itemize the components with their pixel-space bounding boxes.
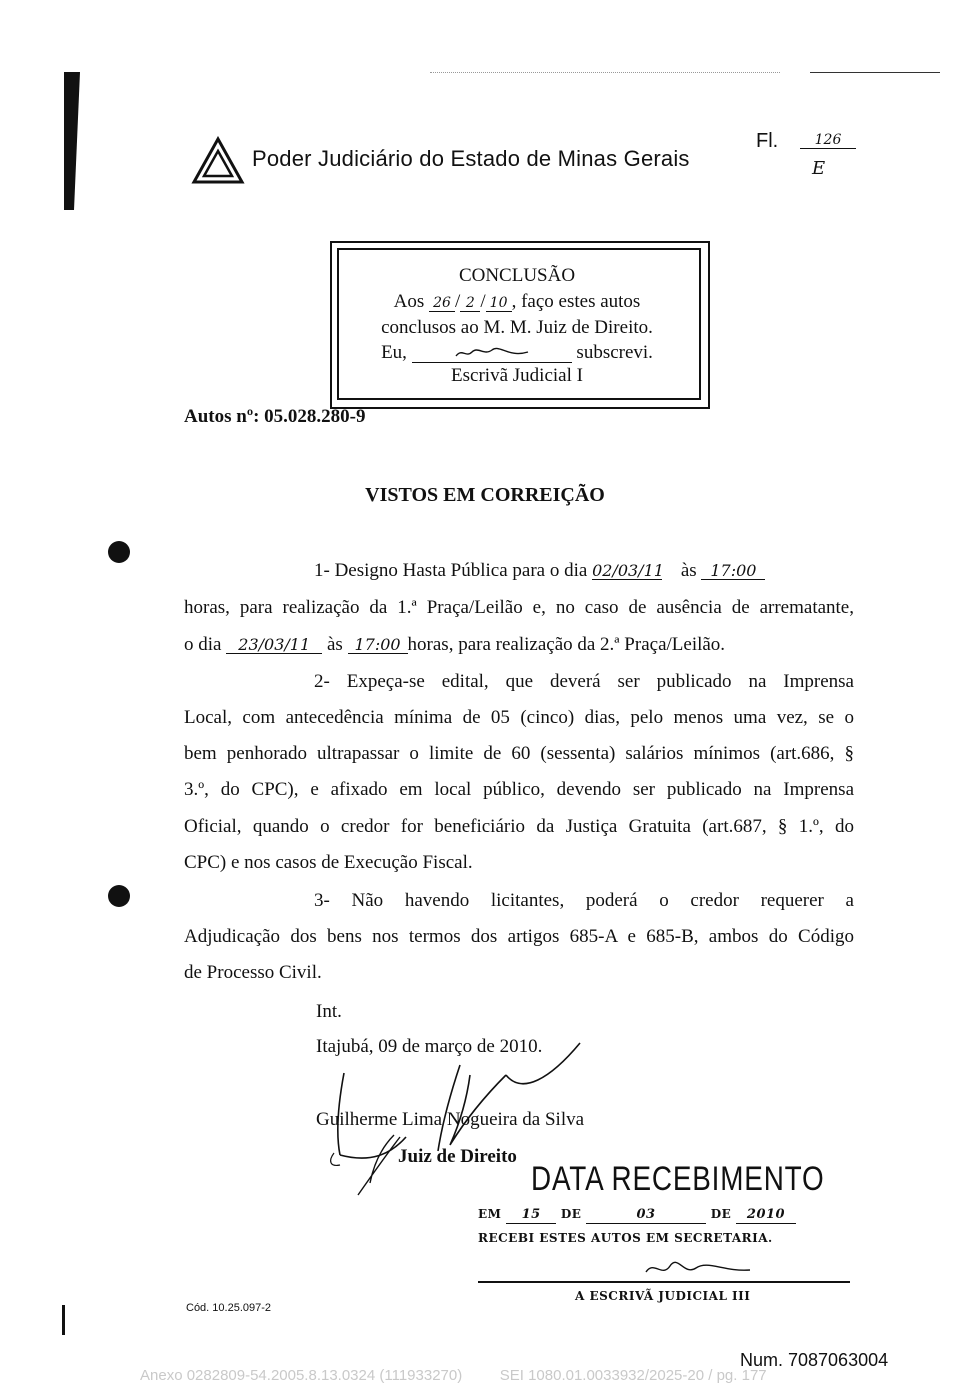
p1-o-dia: o dia [184,634,222,655]
p1-praca-2: horas, para realização da 2.ª Praça/Leilão. [407,634,726,655]
conclusion-aos: Aos [393,291,425,312]
folio-label: Fl. [756,130,779,152]
punch-hole-bottom [108,885,130,907]
p1-as-1: às [680,560,697,581]
conclusion-line1-suffix: , faço estes autos [511,291,641,312]
conclusion-eu: Eu, [381,342,407,363]
clerk-signature-line [412,346,572,363]
closing-int: Int. [316,1001,342,1022]
scan-bottom-mark [62,1305,65,1335]
p3-line-3: de Processo Civil. [184,962,322,983]
document-number: Num. 7087063004 [740,1350,889,1370]
conclusion-line-2: conclusos ao M. M. Juiz de Direito. [381,317,653,338]
folio-number: 126 [800,132,856,149]
p2-line-6: CPC) e nos casos de Execução Fiscal. [184,852,473,873]
stamp-de-2: DE [710,1207,732,1221]
p1-date-1: 02/03/11 [592,561,664,580]
scan-top-dots [430,72,780,73]
conclusion-subscrevi: subscrevi. [576,342,653,363]
p1-line-2: horas, para realização da 1.ª Praça/Leilão e, no caso de ausência de arrematante, [184,597,854,618]
document-heading: VISTOS EM CORREIÇÃO [365,484,605,506]
p2-line-2: Local, com antecedência mínima de 05 (cinco) dias, pelo menos uma vez, se o [184,707,854,728]
p1-time-1: 17:00 [701,563,765,580]
p1-designo: 1- Designo Hasta Pública para o dia [314,560,588,581]
closing-place-date: Itajubá, 09 de março de 2010. [316,1036,543,1057]
p3-line-2: Adjudicação dos bens nos termos dos artigos 685-A e 685-B, ambos do Código [184,926,854,947]
scan-top-line [810,72,940,73]
folio-initial: E [812,158,826,179]
stamp-date-line [478,1207,858,1224]
punch-hole-top [108,541,130,563]
sei-watermark: Anexo 0282809-54.2005.8.13.0324 (111933270) SEI 1080.01.0033932/2025-20 / pg. 177 [140,1367,767,1384]
conclusion-line-1: Aos 26 / 2 / 10 , faço estes autos [393,291,641,312]
scan-margin-mark [64,72,80,210]
stamp-title: DATA RECEBIMENTO [531,1160,825,1198]
judge-title: Juiz de Direito [398,1146,517,1167]
p3-line-1: 3- Não havendo licitantes, poderá o credor requerer a [314,890,854,911]
clerk-signature [452,346,532,360]
stamp-signature-label: A ESCRIVÃ JUDICIAL III [575,1289,751,1303]
court-triangle-logo [191,136,245,186]
stamp-year: 2010 [736,1207,796,1224]
clerk-stamp-signature [640,1256,770,1282]
form-code: Cód. 10.25.097-2 [186,1302,272,1314]
p1-as-2: às [326,634,343,655]
p2-line-4: 3.º, do CPC), e afixado em local público, devendo ser publicado na Imprensa [184,779,854,800]
stamp-em: EM [478,1207,502,1221]
stamp-received-line: RECEBI ESTES AUTOS EM SECRETARIA. [478,1231,773,1245]
judge-name: Guilherme Lima Nogueira da Silva [316,1109,585,1130]
p1-date-2: 23/03/11 [226,637,322,654]
conclusion-line-4: Escrivã Judicial I [451,365,583,386]
stamp-signature-line [478,1281,850,1283]
stamp-de-1: DE [560,1207,582,1221]
conclusion-year: 10 [486,295,512,312]
p1-line-1 [314,559,854,583]
p2-line-5: Oficial, quando o credor for beneficiário da Justiça Gratuita (art.687, § 1.º, do [184,816,854,837]
stamp-month: 03 [586,1207,706,1224]
conclusion-line-3 [337,341,697,365]
case-number: Autos nº: 05.028.280-9 [184,406,366,427]
p1-time-2: 17:00 [348,637,408,654]
p2-line-3: bem penhorado ultrapassar o limite de 60 (sessenta) salários mínimos (art.686, § [184,743,854,764]
stamp-day: 15 [506,1207,556,1224]
conclusion-heading: CONCLUSÃO [458,265,576,286]
conclusion-day: 26 [429,295,455,312]
p2-line-1: 2- Expeça-se edital, que deverá ser publicado na Imprensa [314,671,854,692]
p1-line-3 [184,633,854,657]
header-title: Poder Judiciário do Estado de Minas Gerais [252,146,690,171]
conclusion-month: 2 [460,295,480,312]
